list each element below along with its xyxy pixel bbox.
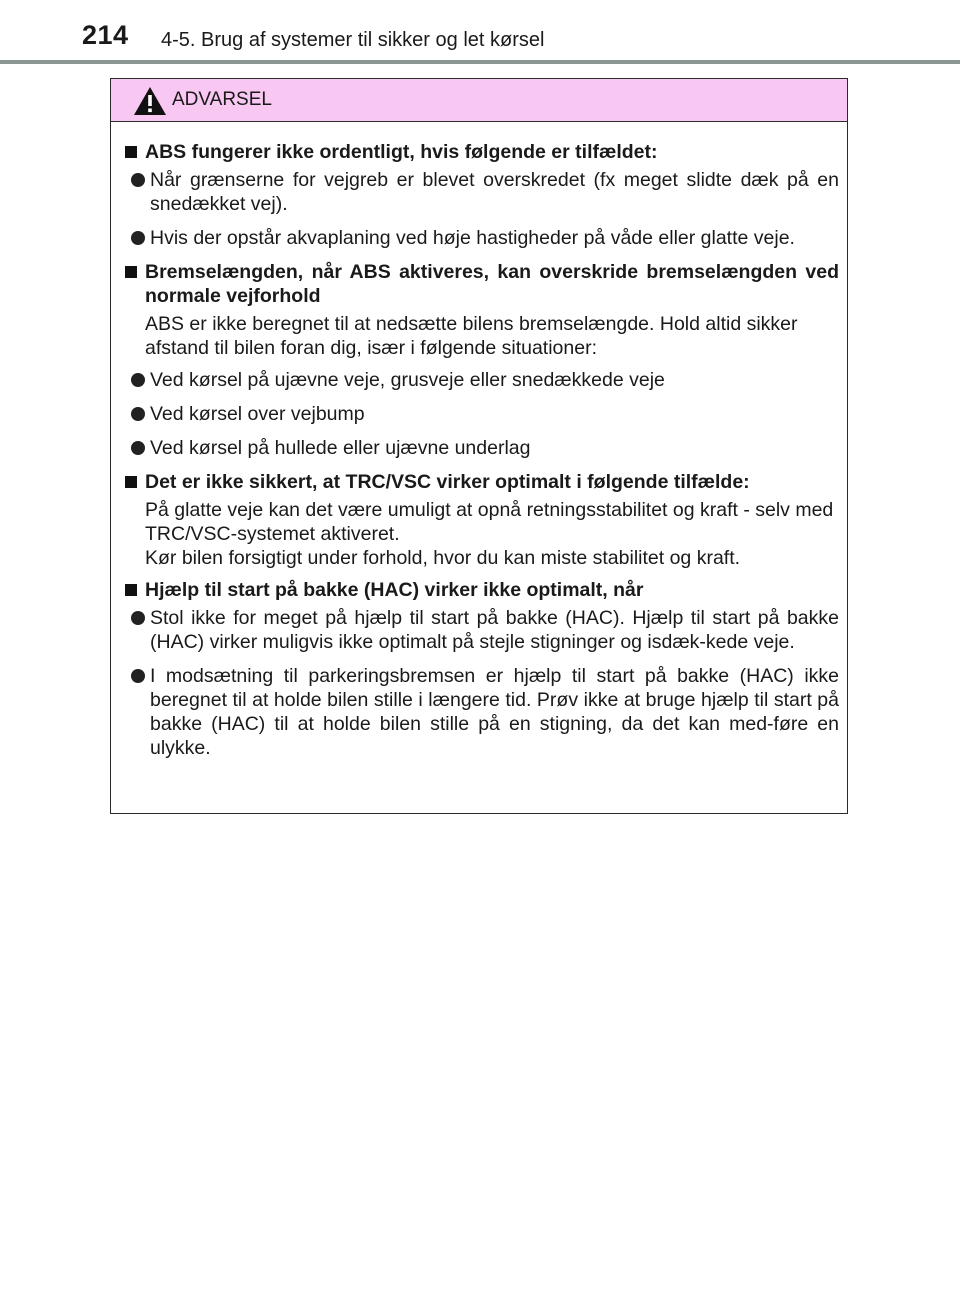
warning-triangle-icon — [133, 86, 167, 116]
circle-bullet-icon — [131, 441, 145, 455]
section-title: 4-5. Brug af systemer til sikker og let kørsel — [161, 29, 545, 51]
circle-bullet-icon — [131, 669, 145, 683]
page-header — [0, 0, 960, 64]
warning-body — [111, 122, 847, 760]
circle-bullet-icon — [131, 373, 145, 387]
list-item: Når grænserne for vejgreb er blevet overskredet (fx meget slidte dæk på en snedækket vej). — [131, 168, 839, 216]
section-heading: Hjælp til start på bakke (HAC) virker ikke optimalt, når — [125, 578, 839, 602]
page-number: 214 — [82, 20, 129, 50]
section-heading: ABS fungerer ikke ordentligt, hvis følgende er tilfældet: — [125, 140, 839, 164]
list-item: Ved kørsel over vejbump — [131, 402, 839, 426]
circle-bullet-icon — [131, 231, 145, 245]
list-item: Stol ikke for meget på hjælp til start på bakke (HAC). Hjælp til start på bakke (HAC) virker muligvis ikke optimalt på stejle stigninger og isdæk-kede veje. — [131, 606, 839, 654]
header-rule — [0, 60, 960, 64]
warning-box — [110, 78, 848, 814]
square-bullet-icon — [125, 476, 137, 488]
paragraph: På glatte veje kan det være umuligt at opnå retningsstabilitet og kraft - selv med TRC/VSC-systemet aktiveret. Kør bilen forsigtigt under forhold, hvor du kan miste stabilitet og kraft. — [145, 499, 834, 569]
circle-bullet-icon — [131, 173, 145, 187]
square-bullet-icon — [125, 584, 137, 596]
warning-header — [111, 79, 847, 122]
circle-bullet-icon — [131, 611, 145, 625]
warning-label: ADVARSEL — [172, 89, 272, 110]
square-bullet-icon — [125, 266, 137, 278]
list-item: Ved kørsel på hullede eller ujævne underlag — [131, 436, 839, 460]
section-heading: Bremselængden, når ABS aktiveres, kan overskride bremselængden ved normale vejforhold — [125, 260, 839, 308]
paragraph: ABS er ikke beregnet til at nedsætte bilens bremselængde. Hold altid sikker afstand til bilen foran dig, især i følgende situationer: — [145, 313, 798, 359]
list-item: Ved kørsel på ujævne veje, grusveje eller snedækkede veje — [131, 368, 839, 392]
section-heading: Det er ikke sikkert, at TRC/VSC virker optimalt i følgende tilfælde: — [125, 470, 839, 494]
list-item: Hvis der opstår akvaplaning ved høje hastigheder på våde eller glatte veje. — [131, 226, 839, 250]
circle-bullet-icon — [131, 407, 145, 421]
list-item: I modsætning til parkeringsbremsen er hjælp til start på bakke (HAC) ikke beregnet til at holde bilen stille i længere tid. Prøv ikke at bruge hjælp til start på bakke (HAC) til at holde bilen stille på en stigning, da det kan med-føre en ulykke. — [131, 664, 839, 760]
square-bullet-icon — [125, 146, 137, 158]
